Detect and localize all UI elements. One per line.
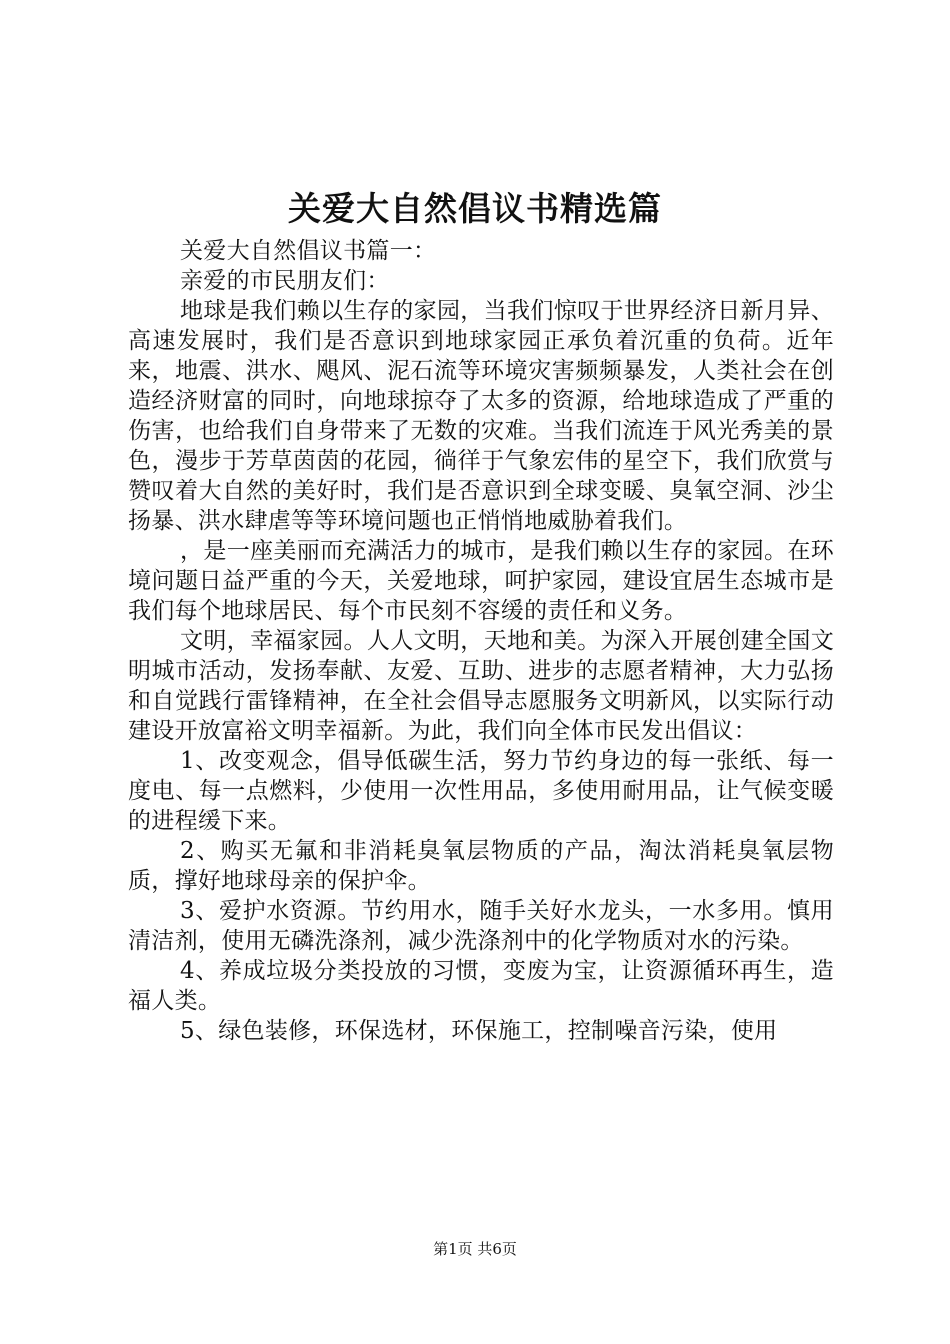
paragraph-salutation: 亲爱的市民朋友们： xyxy=(180,268,390,294)
proposal-item: 1、改变观念，倡导低碳生活，努力节约身边的每一张纸、每一度电、每一点燃料，少使用一次性用品，多使用耐用品，让气候变暖的进程缓下来。 xyxy=(128,748,834,834)
paragraph-heading: 关爱大自然倡议书篇一： xyxy=(180,238,437,264)
proposal-item: 2、购买无氟和非消耗臭氧层物质的产品，淘汰消耗臭氧层物质，撑好地球母亲的保护伞。 xyxy=(128,838,834,894)
document-body xyxy=(128,236,834,1046)
paragraph: ，是一座美丽而充满活力的城市，是我们赖以生存的家园。在环境问题日益严重的今天，关爱地球，呵护家园，建设宜居生态城市是我们每个地球居民、每个市民刻不容缓的责任和义务。 xyxy=(128,538,834,624)
document-title: 关爱大自然倡议书精选篇 xyxy=(288,189,662,228)
paragraph: 地球是我们赖以生存的家园，当我们惊叹于世界经济日新月异、高速发展时，我们是否意识到地球家园正承负着沉重的负荷。近年来，地震、洪水、飓风、泥石流等环境灾害频频暴发，人类社会在创造经济财富的同时，向地球掠夺了太多的资源，给地球造成了严重的伤害，也给我们自身带来了无数的灾难。当我们流连于风光秀美的景色，漫步于芳草茵茵的花园，徜徉于气象宏伟的星空下，我们欣赏与赞叹着大自然的美好时，我们是否意识到全球变暖、臭氧空洞、沙尘扬暴、洪水肆虐等等环境问题也正悄悄地威胁着我们。 xyxy=(128,298,834,534)
page-footer: 第1页 共6页 xyxy=(433,1240,517,1258)
proposal-item: 4、养成垃圾分类投放的习惯，变废为宝，让资源循环再生，造福人类。 xyxy=(128,958,834,1014)
proposal-item: 3、爱护水资源。节约用水，随手关好水龙头，一水多用。慎用清洁剂，使用无磷洗涤剂，减少洗涤剂中的化学物质对水的污染。 xyxy=(128,898,834,954)
proposal-item: 5、绿色装修，环保选材，环保施工，控制噪音污染，使用 xyxy=(180,1018,778,1044)
paragraph: 文明，幸福家园。人人文明，天地和美。为深入开展创建全国文明城市活动，发扬奉献、友爱、互助、进步的志愿者精神，大力弘扬和自觉践行雷锋精神，在全社会倡导志愿服务文明新风，以实际行动建设开放富裕文明幸福新。为此，我们向全体市民发出倡议： xyxy=(128,628,834,744)
